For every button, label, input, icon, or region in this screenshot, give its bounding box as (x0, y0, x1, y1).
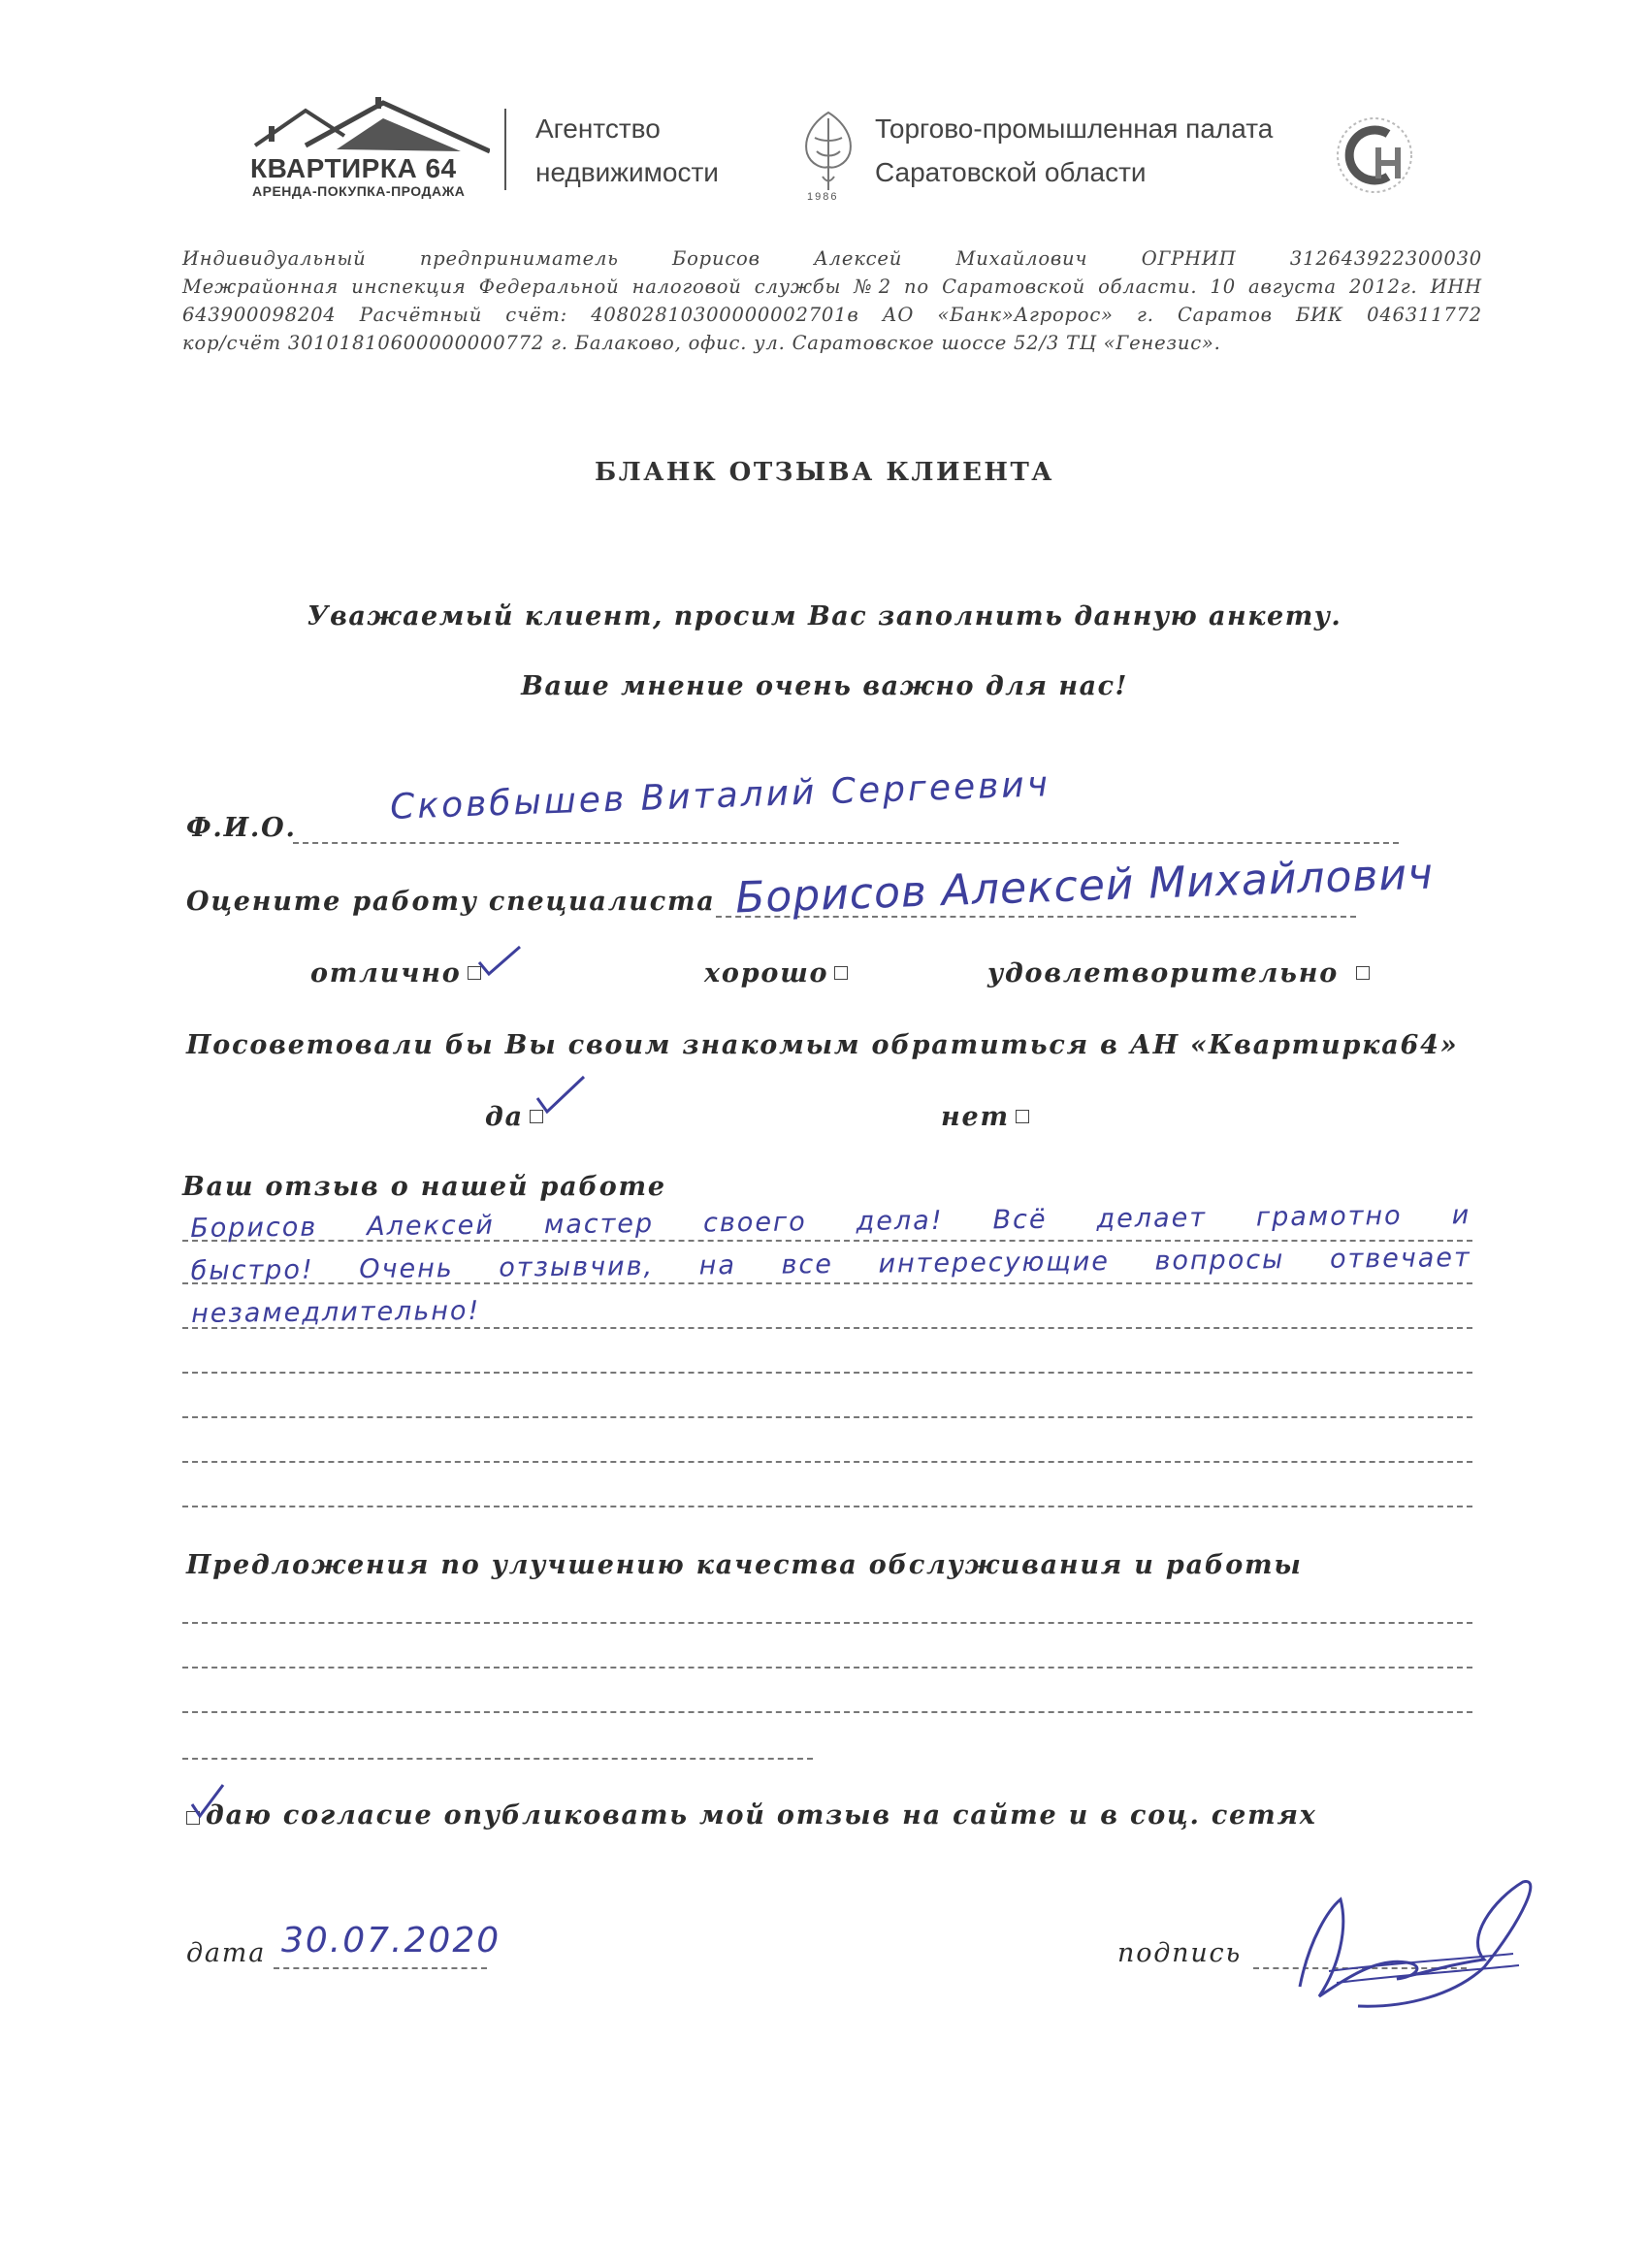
review-text-line: быстро! Очень отзывчив, на все интересующие вопросы отвечает (190, 1243, 1471, 1286)
legal-line: Индивидуальный предприниматель Борисов Алексей Михайлович ОГРНИП 312643922300030 (182, 247, 1482, 270)
recommend-no-option[interactable] (941, 1102, 1029, 1132)
signature-label: подпись (1117, 1938, 1242, 1968)
check-icon (534, 1073, 588, 1119)
recommend-no-label: нет (941, 1102, 1010, 1132)
form-title: БЛАНК ОТЗЫВА КЛИЕНТА (595, 458, 1054, 487)
suggestions-label: Предложения по улучшению качества обслуживания и работы (186, 1550, 1303, 1580)
review-line (182, 1372, 1472, 1374)
review-field[interactable] (190, 1194, 1471, 1336)
rating-good-option[interactable] (704, 958, 848, 988)
rating-satisfactory-checkbox[interactable] (1356, 966, 1370, 980)
rating-satisfactory-label: удовлетворительно (987, 958, 1340, 988)
consent-option[interactable] (186, 1800, 1317, 1831)
fio-field[interactable]: Сковбышев Виталий Сергеевич (389, 764, 1051, 827)
date-field[interactable]: 30.07.2020 (281, 1921, 501, 1960)
signature-field[interactable] (1261, 1870, 1552, 2025)
emblem-year: 1986 (807, 191, 839, 203)
review-line (182, 1461, 1472, 1463)
legal-line: 643900098204 Расчётный счёт: 40802810300000002701в АО «Банк»Агророс» г. Саратов БИК 046311772 (182, 304, 1482, 326)
logo-name: КВАРТИРКА 64 (250, 153, 457, 183)
agency-line-2: недвижимости (535, 157, 719, 187)
fio-field-line (293, 842, 1399, 844)
specialist-label: Оцените работу специалиста (186, 887, 716, 917)
chamber-line-2: Саратовской области (875, 157, 1147, 187)
rating-excellent-label: отлично (310, 958, 462, 988)
date-label: дата (186, 1938, 267, 1968)
suggestions-line (182, 1622, 1472, 1624)
legal-line: Межрайонная инспекция Федеральной налоговой службы №2 по Саратовской области. 10 августа 2012г. ИНН (182, 275, 1482, 298)
legal-details (182, 244, 1482, 357)
legal-line: кор/счёт 30101810600000000772 г. Балаково, офис. ул. Саратовское шоссе 52/3 ТЦ «Генезис». (182, 332, 1221, 354)
intro-line-2: Ваше мнение очень важно для нас! (521, 671, 1128, 701)
chamber-line-1: Торгово-промышленная палата (875, 113, 1274, 144)
suggestions-line (182, 1711, 1472, 1713)
rating-good-checkbox[interactable] (834, 966, 848, 980)
check-icon (188, 1781, 227, 1822)
consent-label: даю согласие опубликовать мой отзыв на сайте и в соц. сетях (206, 1800, 1317, 1831)
rating-excellent-option[interactable] (310, 958, 481, 988)
letterhead (0, 0, 1649, 223)
suggestions-line (182, 1758, 813, 1760)
recommend-yes-label: да (485, 1102, 524, 1132)
suggestions-line (182, 1667, 1472, 1669)
sng-logo-icon (1334, 114, 1415, 196)
logo-tagline: АРЕНДА-ПОКУПКА-ПРОДАЖА (252, 183, 466, 199)
check-icon (475, 943, 524, 982)
recommend-no-checkbox[interactable] (1016, 1110, 1029, 1123)
recommend-label: Посоветовали бы Вы своим знакомым обратиться в АН «Квартирка64» (186, 1030, 1459, 1060)
review-text-line: Борисов Алексей мастер своего дела! Всё делает грамотно и (190, 1200, 1471, 1244)
review-line (182, 1416, 1472, 1418)
fio-label: Ф.И.О. (186, 813, 297, 843)
rating-satisfactory-option[interactable] (987, 958, 1370, 988)
intro-line-1: Уважаемый клиент, просим Вас заполнить данную анкету. (307, 601, 1342, 632)
review-label: Ваш отзыв о нашей работе (182, 1172, 666, 1202)
specialist-field[interactable]: Борисов Алексей Михайлович (734, 849, 1435, 923)
review-text-line: незамедлительно! (190, 1295, 481, 1329)
header-divider (504, 109, 506, 190)
review-line (182, 1506, 1472, 1507)
rating-good-label: хорошо (704, 958, 829, 988)
date-field-line (274, 1967, 487, 1969)
agency-line-1: Агентство (535, 113, 661, 144)
